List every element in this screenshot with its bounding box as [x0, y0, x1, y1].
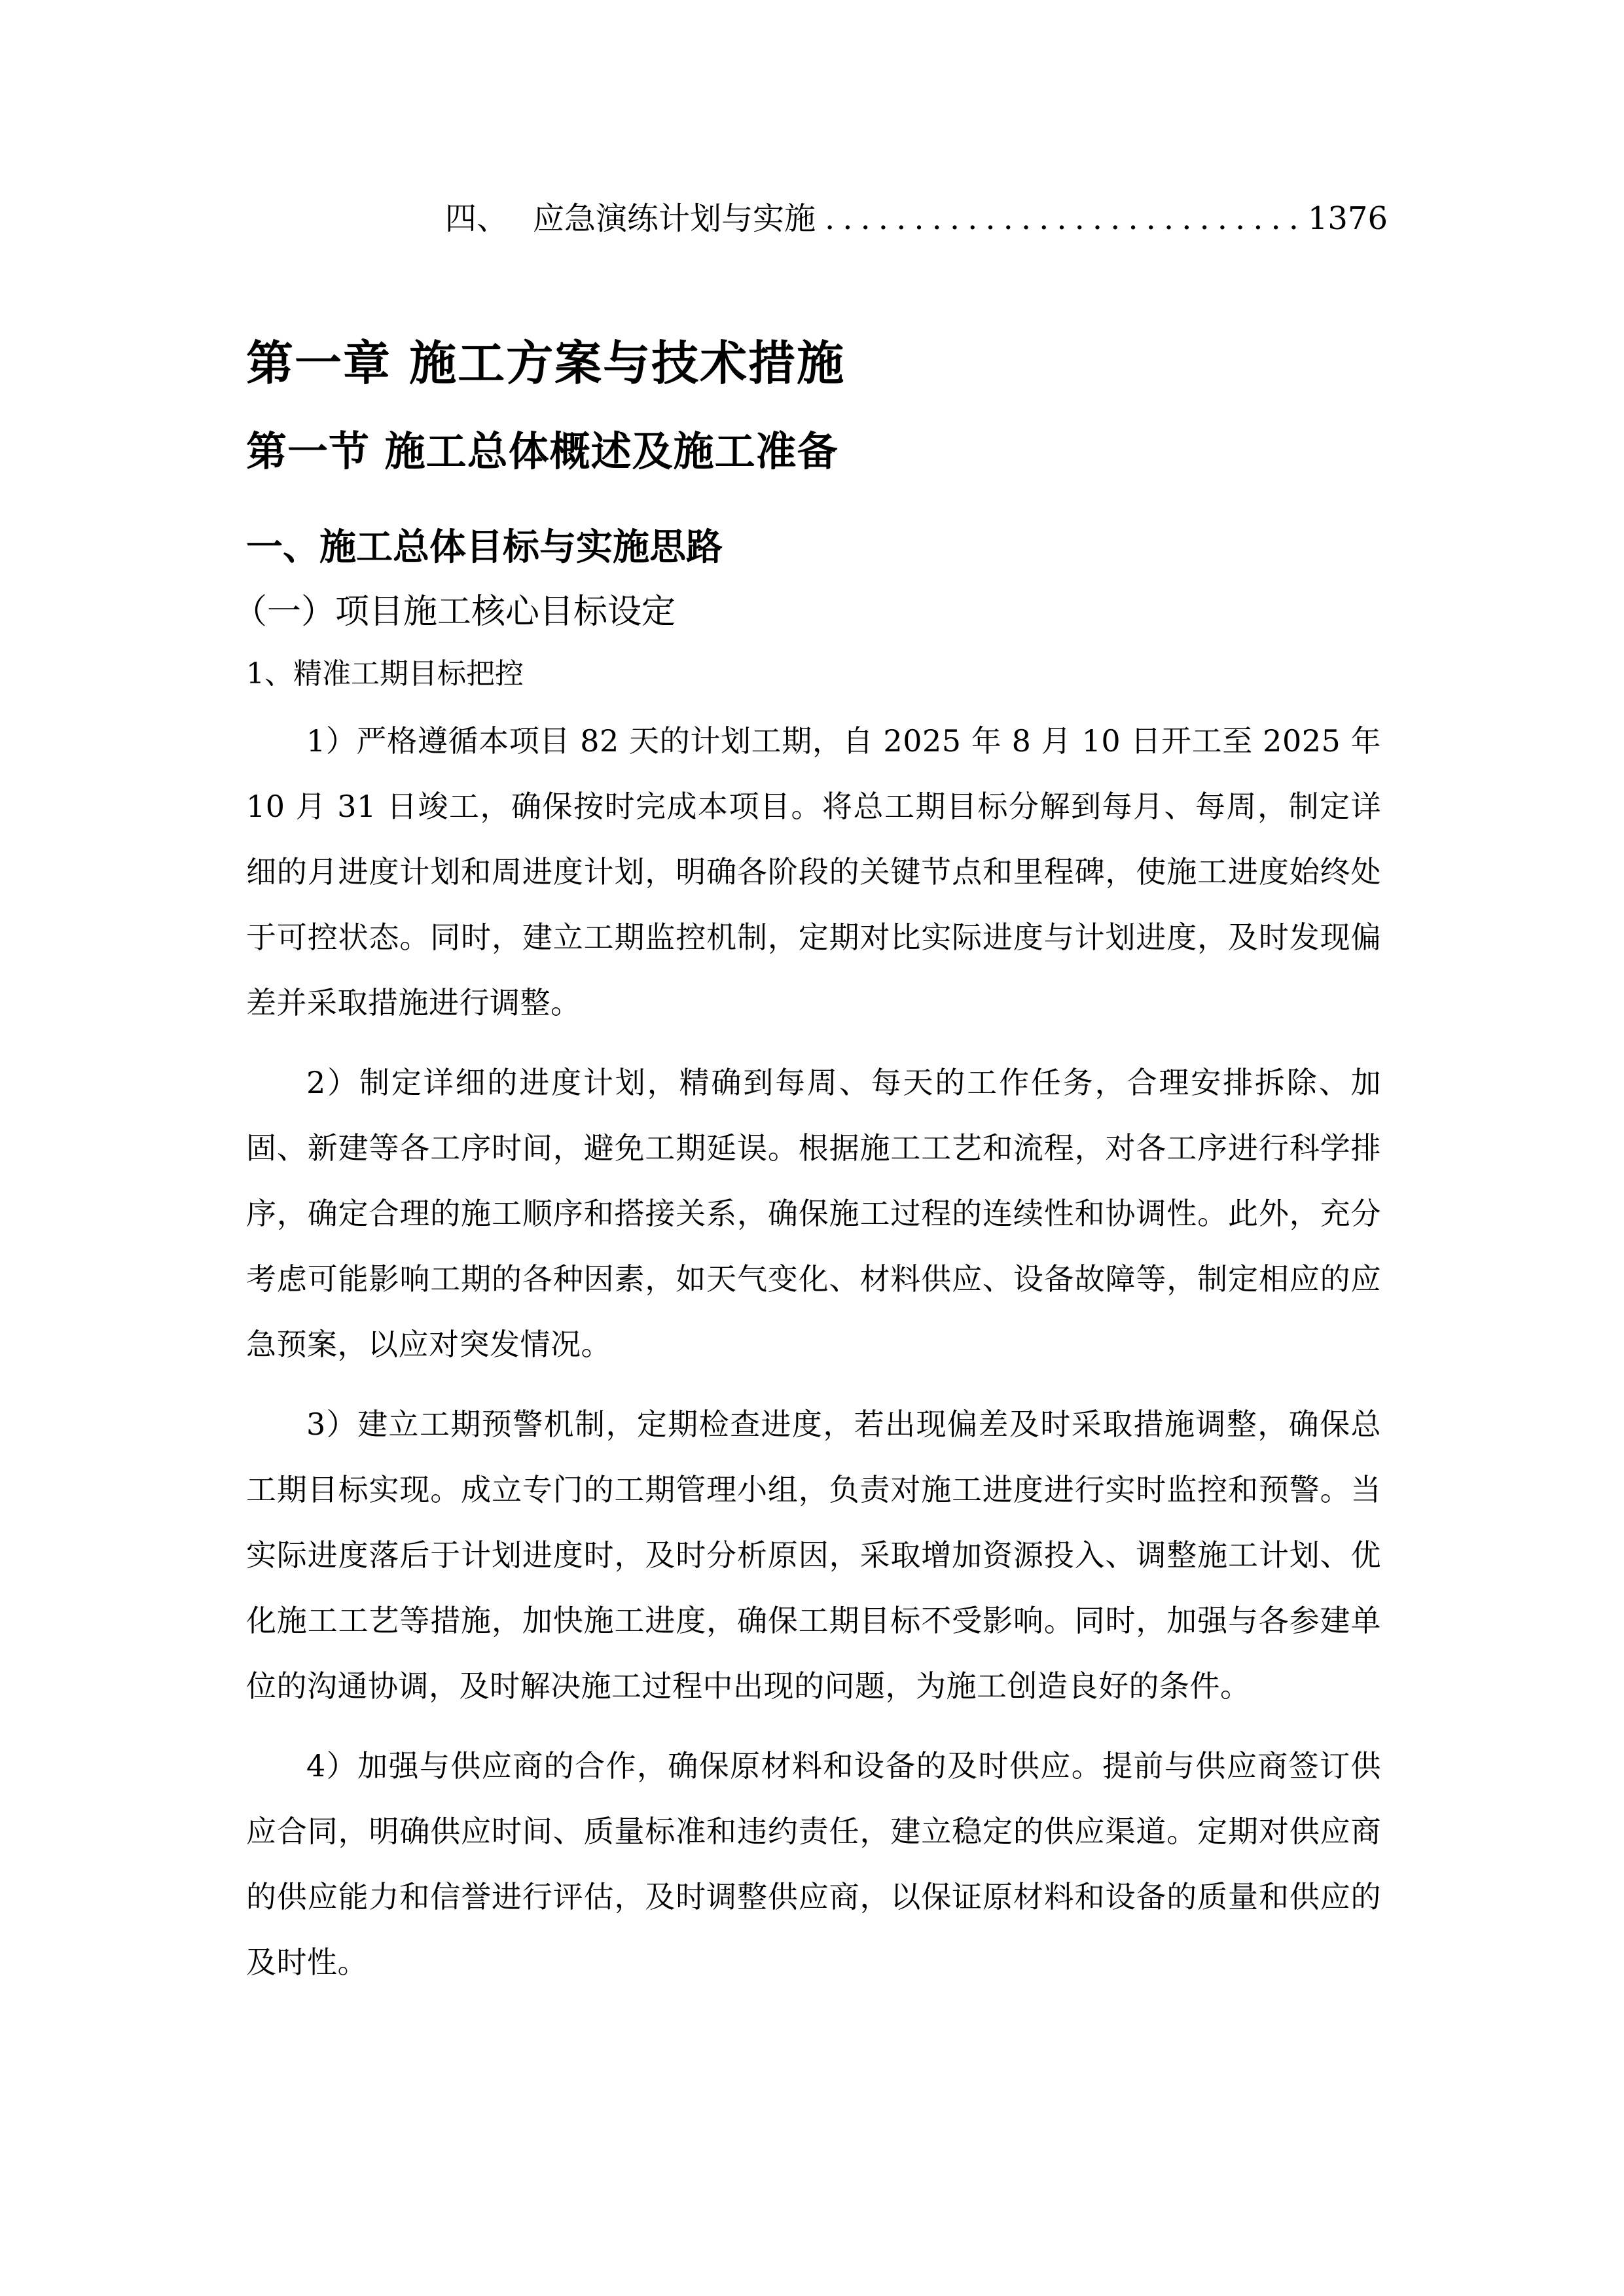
- toc-entry-page-number: 1376: [1307, 200, 1388, 237]
- section-heading: 第一节 施工总体概述及施工准备: [246, 427, 839, 475]
- paragraph-4: 4）加强与供应商的合作，确保原材料和设备的及时供应。提前与供应商签订供应合同，明确供应时间、质量标准和违约责任，建立稳定的供应渠道。定期对供应商的供应能力和信誉进行评估，及时调整供应商，以保证原材料和设备的质量和供应的及时性。: [246, 1748, 1381, 1980]
- toc-dot-leader: [825, 200, 1296, 237]
- toc-entry-number: 四、: [445, 200, 509, 237]
- toc-entry-title: 应急演练计划与实施: [533, 200, 816, 237]
- chapter-heading: 第一章 施工方案与技术措施: [246, 336, 846, 391]
- subsection-heading: 一、施工总体目标与实施思路: [246, 526, 723, 569]
- document-body: [233, 327, 1382, 2009]
- paragraph-3: 3）建立工期预警机制，定期检查进度，若出现偏差及时采取措施调整，确保总工期目标实现。成立专门的工期管理小组，负责对施工进度进行实时监控和预警。当实际进度落后于计划进度时，及时分析原因，采取增加资源投入、调整施工计划、优化施工工艺等措施，加快施工进度，确保工期目标不受影响。同时，加强与各参建单位的沟通协调，及时解决施工过程中出现的问题，为施工创造良好的条件。: [246, 1407, 1381, 1704]
- item-heading: 1、精准工期目标把控: [246, 657, 524, 691]
- toc-entry[interactable]: [445, 193, 1388, 245]
- paragraph-2: 2）制定详细的进度计划，精确到每周、每天的工作任务，合理安排拆除、加固、新建等各工序时间，避免工期延误。根据施工工艺和流程，对各工序进行科学排序，确定合理的施工顺序和搭接关系，确保施工过程的连续性和协调性。此外，充分考虑可能影响工期的各种因素，如天气变化、材料供应、设备故障等，制定相应的应急预案，以应对突发情况。: [246, 1065, 1381, 1362]
- subsubsection-heading: （一）项目施工核心目标设定: [233, 592, 676, 632]
- paragraph-1: 1）严格遵循本项目 82 天的计划工期，自 2025 年 8 月 10 日开工至 2025 年 10 月 31 日竣工，确保按时完成本项目。将总工期目标分解到每月、每周，制定详细的月进度计划和周进度计划，明确各阶段的关键节点和里程碑，使施工进度始终处于可控状态。同时，建立工期监控机制，定期对比实际进度与计划进度，及时发现偏差并采取措施进行调整。: [246, 723, 1382, 1020]
